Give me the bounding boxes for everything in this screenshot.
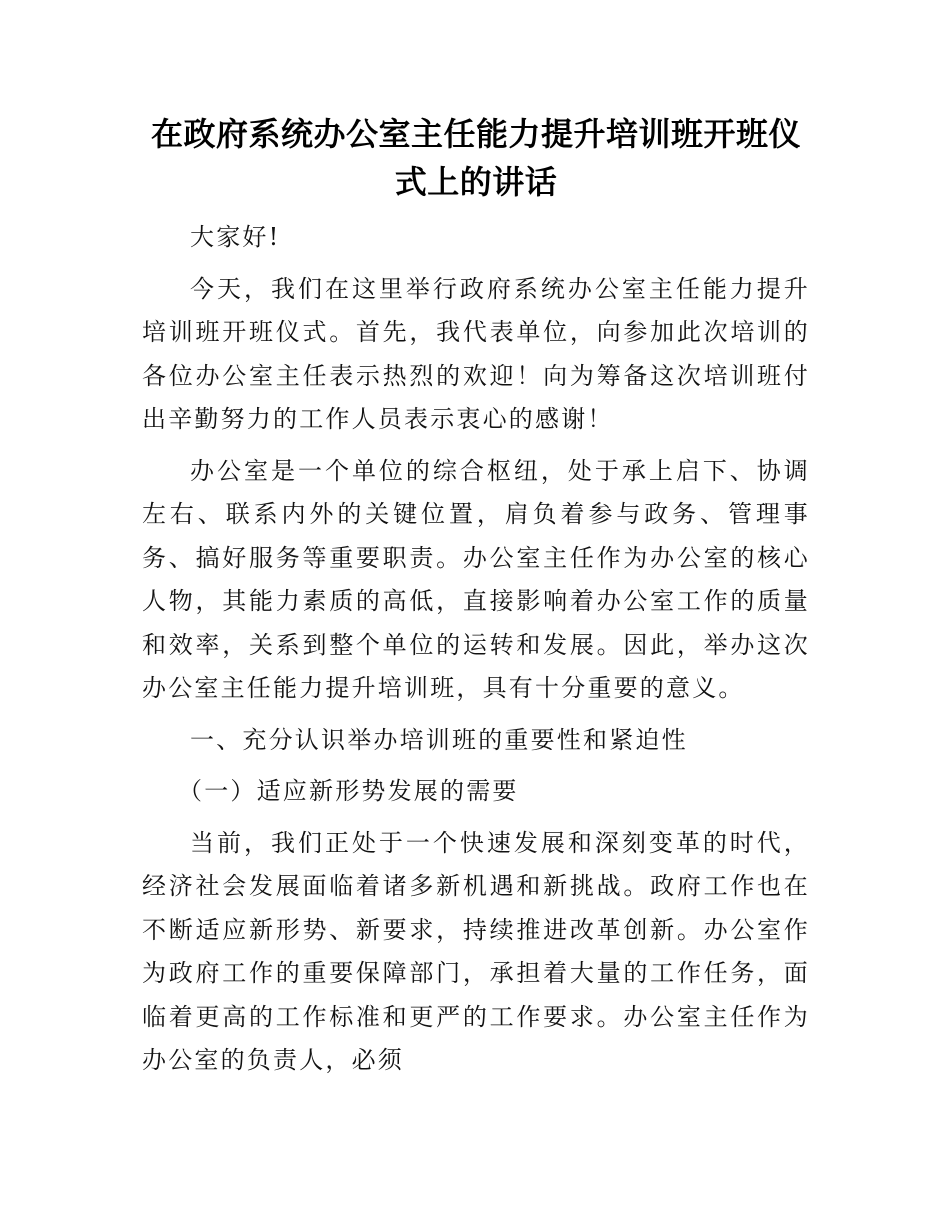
document-title <box>142 110 810 206</box>
paragraph-opening: 今天，我们在这里举行政府系统办公室主任能力提升培训班开班仪式。首先，我代表单位，向参加此次培训的各位办公室主任表示热烈的欢迎！向为筹备这次培训班付出辛勤努力的工作人员表示衷心的感谢！ <box>142 274 810 433</box>
paragraph-new-situation: 当前，我们正处于一个快速发展和深刻变革的时代，经济社会发展面临着诸多新机遇和新挑战。政府工作也在不断适应新形势、新要求，持续推进改革创新。办公室作为政府工作的重要保障部门，承担着大量的工作任务，面临着更高的工作标准和更严的工作要求。办公室主任作为办公室的负责人，必须 <box>142 828 810 1074</box>
greeting: 大家好! <box>190 223 281 251</box>
section-heading-1: 一、充分认识举办培训班的重要性和紧迫性 <box>190 725 688 754</box>
paragraph-office-role: 办公室是一个单位的综合枢纽，处于承上启下、协调左右、联系内外的关键位置，肩负着参与政务、管理事务、搞好服务等重要职责。办公室主任作为办公室的核心人物，其能力素质的高低，直接影响着办公室工作的质量和效率，关系到整个单位的运转和发展。因此，举办这次办公室主任能力提升培训班，具有十分重要的意义。 <box>142 456 810 702</box>
document-page <box>142 110 810 1091</box>
subsection-heading-1: （一）适应新形势发展的需要 <box>178 777 519 805</box>
title-line-2: 式上的讲话 <box>394 163 558 201</box>
document-body <box>142 216 810 1083</box>
title-line-1: 在政府系统办公室主任能力提升培训班开班仪 <box>150 115 801 153</box>
